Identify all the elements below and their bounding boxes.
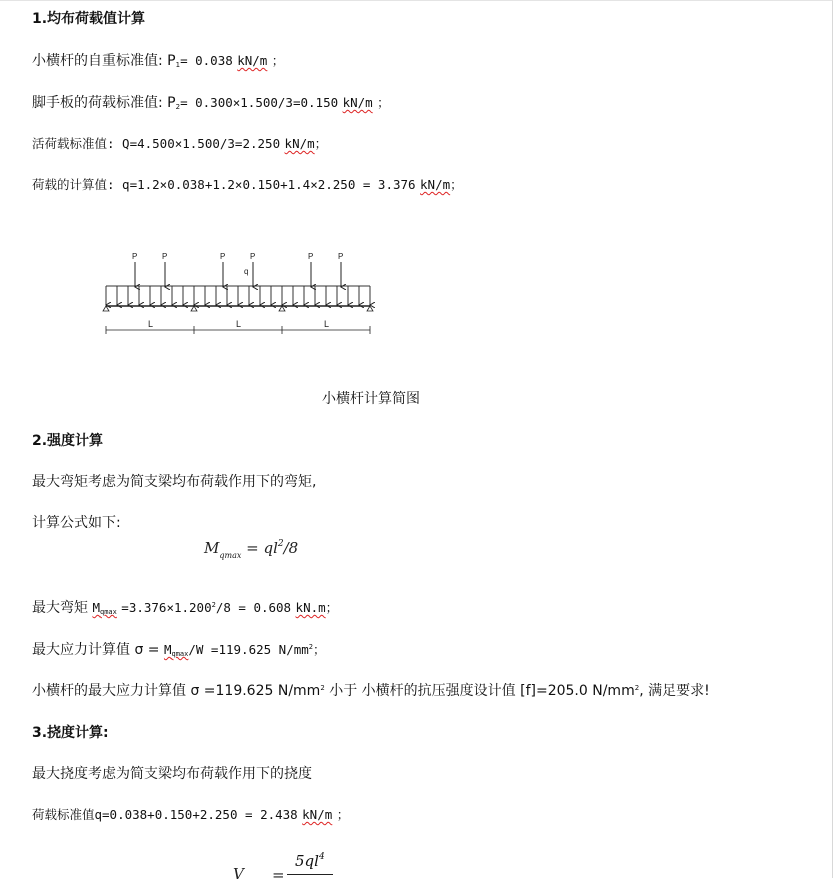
deflection-formula-lhs [233,865,244,883]
self-weight-sub: 1 [175,61,181,69]
live-load-end: ； [314,136,328,151]
p-label-1: P [132,252,138,261]
section-heading-1: 1.均布荷载值计算 [32,11,146,27]
self-weight-unit: kN/m [237,53,268,68]
formula-tail: /8 [283,539,299,557]
max-moment-value: $=3.376\times 1.200^2/8 = 0.608$ [121,600,292,615]
deflection-fraction-bar [287,874,333,875]
stress-check-pow: 2 [320,684,325,692]
live-load-unit: kN/m [284,136,315,151]
stress-check-line [32,680,710,700]
max-stress-label: 最大应力计算值 σ = [32,642,160,658]
formula-intro: 计算公式如下: [32,515,121,531]
point-loads [135,262,341,287]
formula-rhs: = ql [246,539,278,557]
deflection-load-end: ； [336,807,350,822]
max-stress-m: Mqmax [163,642,189,658]
moment-formula [204,539,298,560]
formula-m-sub: qmax [219,551,242,560]
max-moment-line [32,597,338,617]
max-moment-m: Mqmax [92,600,117,616]
section-heading-2: 2.强度计算 [32,433,104,449]
formula-m: M [204,539,220,557]
strength-intro: 最大弯矩考虑为简支梁均布荷载作用下的弯矩, [32,474,317,490]
max-moment-unit: kN.m [295,600,326,615]
self-weight-value: = 0.038 [180,53,233,68]
deflection-intro: 最大挠度考虑为简支梁均布荷载作用下的挠度 [32,766,312,782]
max-stress-line [32,639,326,659]
stress-check-c: , 满足要求! [639,683,710,699]
p-label-3: P [220,252,226,261]
board-load-label: 脚手板的荷载标准值: P [32,95,176,111]
p-label-6: P [338,252,344,261]
max-stress-tail: /W =119.625 $N/mm^2$； [188,642,326,657]
span-label-1: L [148,319,154,329]
deflection-numerator: $5ql^4$ [295,852,325,870]
deflection-load-line [32,805,349,823]
span-label-2: L [236,319,242,329]
formula-pow: 2 [277,539,284,549]
board-load-unit: kN/m [342,95,373,110]
self-weight-line [32,50,284,70]
live-load-label: 活荷载标准值: Q=4.500×1.500/3=2.250 [32,136,281,151]
supports [103,306,373,311]
p-label-4: P [250,252,256,261]
deflection-v: V [233,865,244,883]
q-label: q [244,267,249,276]
design-load-line [32,175,463,193]
board-load-value: = 0.300×1.500/3=0.150 [180,95,339,110]
live-load-line [32,134,327,152]
self-weight-end: ； [271,53,285,68]
design-load-label: 荷载的计算值: q=1.2×0.038+1.2×0.150+1.4×2.250 = 3.376 [32,177,416,192]
board-load-end: ； [377,95,390,110]
self-weight-label: 小横杆的自重标准值: P [32,53,176,69]
deflection-load-unit: kN/m [302,807,333,822]
deflection-load-label: 荷载标准值q=0.038+0.150+2.250 = 2.438 [32,807,298,822]
max-moment-label: 最大弯矩 [32,600,88,616]
board-load-sub: 2 [175,103,181,111]
max-moment-end: ； [325,600,339,615]
span-label-3: L [324,319,330,329]
design-load-end: ； [450,177,463,192]
design-load-unit: kN/m [420,177,451,192]
diagram-caption: 小横杆计算简图 [322,391,420,407]
deflection-eq: = [272,866,285,884]
board-load-line [32,92,390,112]
stress-check-b: 小于 小横杆的抗压强度设计值 [f]=205.0 N/mm [324,683,635,699]
stress-check-pow2: 2 [634,684,640,692]
distributed-load-arrows [106,286,370,305]
stress-check-a: 小横杆的最大应力计算值 σ =119.625 N/mm [32,683,321,699]
beam-diagram [98,248,398,348]
section-heading-3: 3.挠度计算: [32,725,109,741]
p-label-5: P [308,252,314,261]
p-label-2: P [162,252,168,261]
